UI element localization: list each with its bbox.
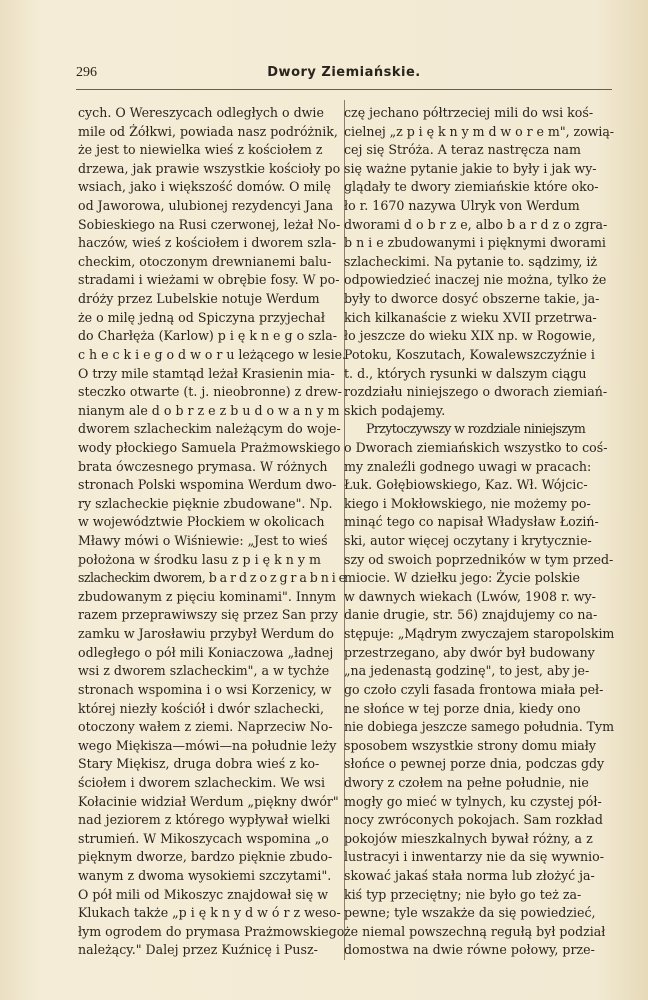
text-line: wsiach, jako i większość domów. O milę: [78, 179, 331, 195]
text-line: że niemal powszechną regułą był podział: [344, 923, 606, 939]
text-line: nad jeziorem z którego wypływał wielki: [78, 812, 331, 828]
text-line: dróży przez Lubelskie notuje Werdum: [78, 291, 320, 307]
text-line: dworem szlacheckim należącym do woje-: [78, 421, 341, 437]
text-line: stępuje: „Mądrym zwyczajem staropolskim: [344, 626, 614, 642]
text-line: wody płockiego Samuela Prażmowskiego: [78, 439, 341, 455]
text-line: zamku w Jarosławiu przybył Werdum do: [78, 626, 334, 642]
text-line: otoczony wałem z ziemi. Naprzeciw No-: [78, 719, 333, 735]
text-line: drzewa, jak prawie wszystkie kościoły po: [78, 160, 341, 176]
text-line: nianym ale d o b r z e z b u d o w a n y m: [78, 402, 340, 418]
text-line: ne słońce w tej porze dnia, kiedy ono: [344, 700, 581, 716]
text-line: sposobem wszystkie strony domu miały: [344, 737, 596, 753]
text-line: wsi z dworem szlacheckim", a w tychże: [78, 663, 330, 679]
text-line: t. d., których rysunki w dalszym ciągu: [344, 365, 587, 381]
text-line: cej się Stróża. A teraz nastręcza nam: [344, 142, 581, 158]
text-line: szy od swoich poprzedników w tym przed-: [344, 551, 614, 567]
text-line: dworami d o b r z e, albo b a r d z o zgra-: [344, 216, 608, 232]
text-line: były to dworce dosyć obszerne takie, ja-: [344, 291, 600, 307]
text-line: O trzy mile stamtąd leżał Krasienin mia-: [78, 365, 335, 381]
text-line: ściołem i dworem szlacheckim. We wsi: [78, 774, 326, 790]
text-line: checkim, otoczonym drewnianemi balu-: [78, 253, 332, 269]
text-line: kiś typ przeciętny; nie było go też za-: [344, 886, 582, 902]
text-line: czę jechano półtrzeciej mili do wsi koś-: [344, 105, 594, 120]
text-line: należący." Dalej przez Kuźnicę i Pusz-: [78, 942, 318, 958]
text-line: stradami i wieżami w obrębie fosy. W po-: [78, 272, 340, 288]
text-line: Przytoczywszy w rozdziale niniejszym: [366, 421, 586, 437]
text-line: my znaleźli godnego uwagi w pracach:: [344, 458, 592, 474]
text-line: stronach Polski wspomina Werdum dwo-: [78, 477, 337, 493]
page-number: 296: [76, 65, 97, 80]
text-line: minąć tego co napisał Władysław Łoziń-: [344, 514, 599, 530]
text-line: brata ówczesnego prymasa. W różnych: [78, 458, 328, 474]
text-line: mile od Żółkwi, powiada nasz podróżnik,: [78, 123, 338, 139]
text-line: ło jeszcze do wieku XIX np. w Rogowie,: [344, 328, 596, 344]
text-line: go czoło czyli fasada frontowa miała peł-: [344, 681, 604, 697]
text-line: położona w środku lasu z p i ę k n y m: [78, 551, 321, 567]
text-line: skować jakaś stała norma lub złożyć ja-: [344, 867, 595, 883]
text-line: szlacheckim dworem, b a r d z o z g r a b n i e: [78, 570, 346, 586]
text-line: się ważne pytanie jakie to były i jak wy-: [344, 160, 597, 176]
text-line: Klukach także „p i ę k n y d w ó r z weso-: [78, 905, 341, 921]
text-line: wego Miękisza—mówi—na południe leży: [78, 737, 337, 753]
text-line: Kołacinie widział Werdum „piękny dwór": [78, 793, 339, 809]
text-line: kiego i Mokłowskiego, nie możemy po-: [344, 495, 591, 511]
text-line: łym ogrodem do prymasa Prażmowskiego: [78, 923, 345, 939]
text-line: nocy zwróconych pokojach. Sam rozkład: [344, 812, 603, 828]
right-column: [344, 104, 614, 960]
text-line: od Jaworowa, ulubionej rezydencyi Jana: [78, 198, 334, 214]
text-line: skich podajemy.: [344, 402, 446, 418]
text-line: ski, autor więcej oczytany i krytycznie-: [344, 533, 592, 549]
text-line: strumień. W Mikoszycach wspomina „o: [78, 830, 329, 846]
text-line: rozdziału niniejszego o dworach ziemiań-: [344, 384, 608, 400]
text-line: szlacheckimi. Na pytanie to. sądzimy, iż: [344, 253, 597, 269]
text-line: razem przeprawiwszy się przez San przy: [78, 607, 338, 623]
text-line: stronach wspomina i o wsi Korzenicy, w: [78, 681, 332, 697]
text-line: w województwie Płockiem w okolicach: [78, 514, 325, 530]
text-line: lustracyi i inwentarzy nie da się wywnio-: [344, 849, 605, 865]
text-line: odległego o pół mili Koniaczowa „ładnej: [78, 644, 334, 660]
text-line: o Dworach ziemiańskich wszystko to coś-: [344, 439, 608, 455]
text-line: że jest to niewielka wieś z kościołem z: [78, 142, 323, 158]
text-line: ry szlacheckie pięknie zbudowane". Np.: [78, 495, 333, 511]
text-line: haczów, wieś z kościołem i dworem szla-: [78, 235, 337, 251]
text-line: steczko otwarte (t. j. nieobronne) z drew-: [78, 384, 342, 400]
text-line: domostwa na dwie równe połowy, prze-: [344, 942, 595, 958]
text-line: odpowiedzieć inaczej nie można, tylko że: [344, 272, 607, 288]
text-line: ło r. 1670 nazywa Ulryk von Werdum: [344, 198, 580, 214]
text-line: O pół mili od Mikoszyc znajdował się w: [78, 886, 329, 902]
text-line: „na jedenastą godzinę", to jest, aby je-: [344, 663, 590, 679]
header-rule: [76, 89, 612, 90]
text-line: pewne; tyle wszakże da się powiedzieć,: [344, 905, 596, 921]
text-line: słońce o pewnej porze dnia, podczas gdy: [344, 756, 605, 772]
text-line: Mławy mówi o Wiśniewie: „Jest to wieś: [78, 533, 328, 549]
text-line: cielnej „z p i ę k n y m d w o r e m", zowią-: [344, 123, 614, 139]
running-title: Dwory Ziemiańskie.: [267, 65, 421, 80]
text-line: c h e c k i e g o d w o r u leżącego w lesie.: [78, 346, 346, 362]
text-line: że o milę jedną od Spiczyna przyjechał: [78, 309, 325, 325]
text-line: której niezły kościół i dwór szlachecki,: [78, 700, 324, 716]
text-line: wanym z dwoma wysokiemi szczytami".: [78, 867, 332, 883]
text-line: nie dobiega jeszcze samego południa. Tym: [344, 719, 614, 735]
text-line: Łuk. Gołębiowskiego, Kaz. Wł. Wójcic-: [344, 477, 588, 493]
text-line: przestrzegano, aby dwór był budowany: [344, 644, 595, 660]
text-line: w dawnych wiekach (Lwów, 1908 r. wy-: [344, 588, 596, 604]
text-line: kich kilkanaście z wieku XVII przetrwa-: [344, 309, 597, 325]
text-line: mogły go mieć w tylnych, ku czystej pół-: [344, 793, 602, 809]
text-line: pięknym dworze, bardzo pięknie zbudo-: [78, 849, 333, 865]
text-line: dwory z czołem na pełne południe, nie: [344, 774, 589, 790]
text-line: pokojów mieszkalnych bywał różny, a z: [344, 830, 593, 846]
text-line: b n i e zbudowanymi i pięknymi dworami: [344, 235, 606, 251]
text-line: glądały te dwory ziemiańskie które oko-: [344, 179, 599, 195]
text-line: miocie. W dziełku jego: Życie polskie: [344, 570, 580, 586]
page-header: [76, 65, 612, 87]
text-line: do Charłęża (Karlow) p i ę k n e g o szla-: [78, 328, 338, 344]
left-column: [78, 104, 346, 960]
text-line: Stary Miękisz, druga dobra wieś z ko-: [78, 756, 320, 772]
text-line: danie drugie, str. 56) znajdujemy co na-: [344, 607, 598, 623]
text-line: Sobieskiego na Rusi czerwonej, leżał No-: [78, 216, 341, 232]
text-line: zbudowanym z pięciu kominami". Innym: [78, 588, 337, 604]
text-line: cych. O Wereszycach odległych o dwie: [78, 105, 324, 120]
text-line: Potoku, Koszutach, Kowalewszczyźnie i: [344, 346, 595, 362]
